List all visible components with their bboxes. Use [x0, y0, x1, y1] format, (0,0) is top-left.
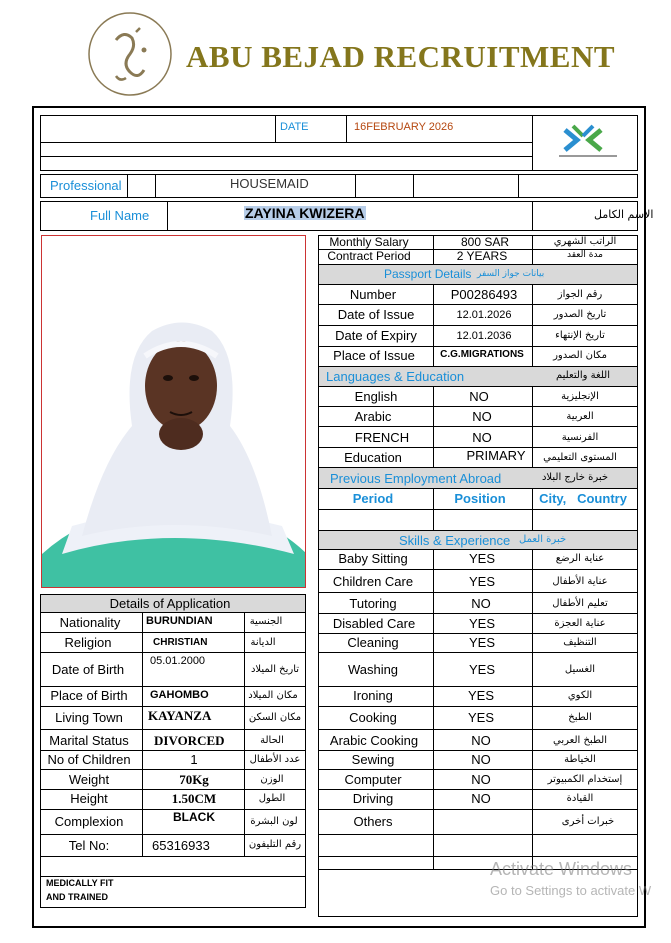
- company-name: ABU BEJAD RECRUITMENT: [186, 39, 616, 74]
- skills-title: Skills & Experience: [399, 533, 511, 548]
- lang-french-value: NO: [472, 430, 492, 445]
- passport-issue-ar: تاريخ الصدور: [553, 309, 607, 320]
- activate-windows-subtitle: Go to Settings to activate W: [490, 883, 652, 898]
- marital-value: DIVORCED: [154, 733, 225, 748]
- passport-expiry-ar: تاريخ الإنتهاء: [555, 330, 605, 341]
- nationality-value: BURUNDIAN: [146, 615, 213, 627]
- profession-value: HOUSEMAID: [230, 176, 309, 191]
- nationality-label: Nationality: [59, 615, 121, 630]
- height-ar: الطول: [258, 793, 286, 804]
- skill-washing-label: Washing: [347, 662, 399, 677]
- passport-issue-label: Date of Issue: [337, 307, 415, 322]
- employment-col-city: City, Country: [539, 491, 627, 506]
- lang-french-ar: الفرنسية: [561, 432, 599, 443]
- skill-sewing-label: Sewing: [351, 752, 395, 767]
- applicant-photo: [41, 235, 306, 588]
- passport-place-label: Place of Issue: [333, 348, 415, 363]
- skill-arabiccooking-ar: الطبخ العربي: [553, 735, 607, 746]
- fullname-label-ar: الإسم الكامل: [594, 208, 654, 221]
- skill-washing-value: YES: [468, 662, 496, 677]
- skill-driving-ar: القيادة: [566, 793, 594, 804]
- skill-sewing-value: NO: [471, 752, 491, 767]
- skill-childcare-value: YES: [468, 574, 496, 589]
- passport-place-value: C.G.MIGRATIONS: [440, 349, 524, 360]
- passport-expiry-label: Date of Expiry: [335, 328, 417, 343]
- skill-childcare-ar: عناية الأطفال: [552, 576, 608, 587]
- skill-cleaning-label: Cleaning: [347, 635, 399, 650]
- skill-disabledcare-ar: عناية العجزة: [554, 618, 606, 629]
- lang-english-ar: الإنجليزية: [561, 391, 599, 402]
- passport-place-ar: مكان الصدور: [553, 350, 607, 361]
- religion-ar: الديانة: [250, 637, 276, 648]
- lang-english-label: English: [354, 389, 398, 404]
- pob-ar: مكان الميلاد: [248, 690, 298, 701]
- activate-windows-title: Activate Windows: [490, 859, 633, 879]
- skill-computer-ar: إستخدام الكمبيوتر: [547, 774, 623, 785]
- skill-others-ar: خبرات أخرى: [561, 816, 615, 827]
- period-label-ar: مدة العقد: [567, 250, 603, 260]
- skill-others-label: Others: [353, 814, 393, 829]
- skill-computer-label: Computer: [344, 772, 402, 787]
- lang-english-value: NO: [469, 389, 489, 404]
- skill-cooking-value: YES: [467, 710, 495, 725]
- employment-col-period: Period: [352, 491, 394, 506]
- weight-ar: الوزن: [260, 774, 284, 785]
- skill-disabledcare-label: Disabled Care: [332, 616, 416, 631]
- salary-value: 800 SAR: [460, 235, 510, 249]
- passport-number-ar: رقم الجواز: [557, 289, 603, 300]
- lang-arabic-ar: العربية: [566, 411, 594, 422]
- top-block: [40, 115, 638, 171]
- dob-value: 05.01.2000: [150, 655, 206, 667]
- tel-ar: رقم التليفون: [248, 839, 302, 850]
- lang-arabic-value: NO: [472, 409, 492, 424]
- skill-cooking-label: Cooking: [349, 710, 397, 725]
- skill-disabledcare-value: YES: [468, 616, 496, 631]
- education-ar: المستوى التعليمي: [543, 452, 617, 463]
- skill-washing-ar: الغسيل: [564, 664, 596, 675]
- fullname-label: Full Name: [90, 208, 150, 223]
- application-title: Details of Application: [109, 596, 231, 611]
- education-label: Education: [344, 450, 402, 465]
- complexion-value: BLACK: [173, 810, 215, 824]
- skills-title-ar: خبرة العمل: [519, 534, 567, 545]
- pob-label: Place of Birth: [50, 688, 128, 703]
- partner-logo: [555, 122, 621, 162]
- skill-babysitting-value: YES: [468, 551, 496, 566]
- passport-issue-value: 12.01.2026: [456, 309, 512, 321]
- lang-french-label: FRENCH: [354, 430, 410, 445]
- passport-title: Passport Details: [384, 267, 472, 281]
- profession-row: [40, 174, 638, 198]
- languages-title-ar: اللغة والتعليم: [556, 370, 610, 381]
- education-value: PRIMARY: [466, 448, 526, 463]
- fullname-value: ZAYINA KWIZERA: [245, 205, 365, 221]
- weight-value: 70Kg: [179, 772, 209, 787]
- marital-ar: الحالة: [260, 735, 284, 746]
- tel-value: 65316933: [152, 838, 210, 853]
- dob-ar: تاريخ الميلاد: [250, 664, 300, 675]
- living-town-label: Living Town: [55, 710, 123, 725]
- skill-tutoring-value: NO: [471, 596, 491, 611]
- passport-expiry-value: 12.01.2036: [456, 330, 512, 342]
- period-value: 2 YEARS: [456, 249, 508, 263]
- children-ar: عدد الأطفال: [249, 754, 301, 765]
- profession-label: Professional: [50, 178, 122, 193]
- employment-title: Previous Employment Abroad: [330, 471, 502, 486]
- skill-babysitting-label: Baby Sitting: [338, 551, 408, 566]
- salary-label-ar: الراتب الشهري: [553, 236, 617, 247]
- date-label: DATE: [280, 121, 309, 133]
- passport-number-label: Number: [349, 287, 397, 302]
- complexion-label: Complexion: [54, 814, 124, 829]
- complexion-ar: لون البشرة: [250, 816, 298, 827]
- religion-value: CHRISTIAN: [153, 637, 208, 648]
- skill-ironing-value: YES: [467, 688, 495, 703]
- height-label: Height: [70, 791, 108, 806]
- skill-childcare-label: Children Care: [332, 574, 414, 589]
- skill-tutoring-ar: تعليم الأطفال: [552, 598, 608, 609]
- skill-cooking-ar: الطبخ: [568, 712, 592, 723]
- period-label: Contract Period: [327, 249, 411, 263]
- medical-note-2: AND TRAINED: [46, 892, 108, 902]
- passport-number-value: P00286493: [450, 287, 518, 302]
- skill-driving-value: NO: [471, 791, 491, 806]
- skill-ironing-ar: الكوي: [567, 690, 593, 701]
- lang-arabic-label: Arabic: [354, 409, 392, 424]
- skill-cleaning-ar: التنظيف: [563, 637, 597, 648]
- living-town-ar: مكان السكن: [248, 712, 302, 723]
- company-logo: [86, 10, 174, 98]
- children-value: 1: [190, 752, 198, 767]
- employment-col-position: Position: [454, 491, 506, 506]
- languages-title: Languages & Education: [326, 369, 465, 384]
- skill-sewing-ar: الخياطة: [564, 754, 596, 765]
- date-value: 16FEBRUARY 2026: [354, 121, 454, 133]
- tel-label: Tel No:: [68, 838, 110, 853]
- skill-cleaning-value: YES: [468, 635, 496, 650]
- skill-ironing-label: Ironing: [353, 688, 393, 703]
- height-value: 1.50CM: [171, 791, 217, 806]
- skill-computer-value: NO: [471, 772, 491, 787]
- living-town-value: KAYANZA: [148, 708, 212, 723]
- weight-label: Weight: [68, 772, 110, 787]
- skill-tutoring-label: Tutoring: [349, 596, 397, 611]
- passport-title-ar: بيانات جواز السفر: [477, 269, 545, 279]
- salary-label: Monthly Salary: [329, 235, 409, 249]
- skill-driving-label: Driving: [352, 791, 394, 806]
- pob-value: GAHOMBO: [150, 689, 209, 701]
- religion-label: Religion: [64, 635, 112, 650]
- skill-arabiccooking-value: NO: [471, 733, 491, 748]
- nationality-ar: الجنسية: [249, 616, 283, 627]
- marital-label: Marital Status: [49, 733, 129, 748]
- skill-arabiccooking-label: Arabic Cooking: [329, 733, 419, 748]
- skill-babysitting-ar: عناية الرضع: [555, 553, 605, 564]
- dob-label: Date of Birth: [51, 662, 125, 677]
- medical-note-1: MEDICALLY FIT: [46, 878, 114, 888]
- employment-title-ar: خبرة خارج البلاد: [541, 472, 609, 483]
- children-label: No of Children: [47, 752, 131, 767]
